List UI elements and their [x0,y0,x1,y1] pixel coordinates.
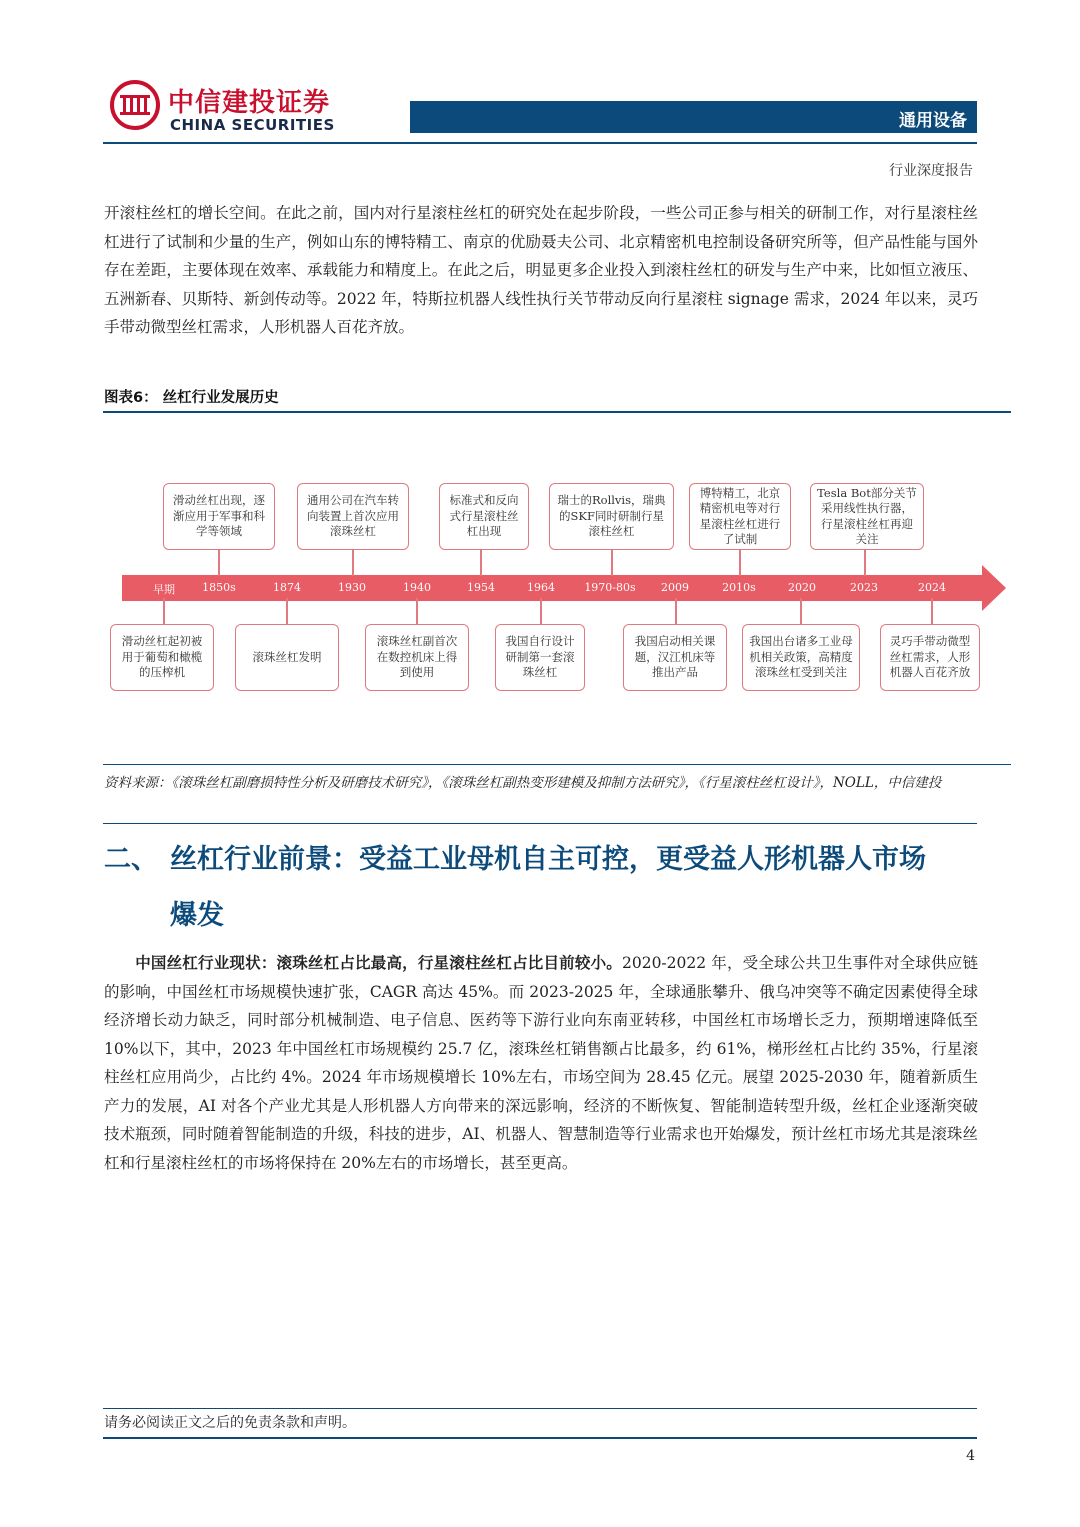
timeline-event-top: 滑动丝杠出现，逐渐应用于军事和科学等领域 [163,483,275,550]
timeline-event-top: Tesla Bot部分关节采用线性执行器，行星滚柱丝杠再迎关注 [810,483,924,550]
timeline-label: 2009 [661,581,689,594]
tick-bottom [800,598,802,624]
timeline-label: 早期 [153,583,175,596]
timeline-event-bottom: 我国出台诸多工业母机相关政策，高精度滚珠丝杠受到关注 [742,624,860,691]
timeline-label: 1930 [338,581,366,594]
section-heading [104,832,984,944]
timeline-label: 1940 [403,581,431,594]
tick-top [352,550,354,576]
body-paragraph-1: 开滚柱丝杠的增长空间。在此之前，国内对行星滚柱丝杠的研究处在起步阶段，一些公司正参与相关的研制工作，对行星滚柱丝杠进行了试制和少量的生产，例如山东的博特精工、南京的优励聂夫公司、北京精密机电控制设备研究所等，但产品性能与国外存在差距，主要体现在效率、承载能力和精度上。在此之后，明显更多企业投入到滚柱丝杠的研发与生产中来，比如恒立液压、五洲新春、贝斯特、新剑传动等。2022 年，特斯拉机器人线性执行关节带动反向行星滚柱 signage 需求，2024 年以来，灵巧手带动微型丝杠需求，人形机器人百花齐放。 [104,204,978,336]
company-logo-icon [110,80,160,130]
timeline-label: 2024 [918,581,946,594]
sector-label: 通用设备 [899,111,967,131]
timeline-label: 2023 [850,581,878,594]
brand-name-en: CHINA SECURITIES [170,116,335,134]
paragraph-body: 2020-2022 年，受全球公共卫生事件对全球供应链的影响，中国丝杠市场规模快速扩张，CAGR 高达 45%。而 2023-2025 年，全球通胀攀升、俄乌冲突等不确定因素使得全球经济增长动力缺乏，同时部分机械制造、电子信息、医药等下游行业向东南亚转移，中国丝杠市场增长乏力，预期增速降低至 10%以下，其中，2023 年中国丝杠市场规模约 25.7 亿，滚珠丝杠销售额占比最多，约 61%，梯形丝杠占比约 35%，行星滚柱丝杠应用尚少，占比约 4%。2024 年市场规模增长 10%左右，市场空间为 28.45 亿元。展望 2025-2030 年，随着新质生产力的发展，AI 对各个产业尤其是人形机器人方向带来的深远影响，经济的不断恢复、智能制造转型升级，丝杠企业逐渐突破技术瓶颈，同时随着智能制造的升级，科技的进步，AI、机器人、智慧制造等行业需求也开始爆发，预计丝杠市场尤其是滚珠丝杠和行星滚柱丝杠的市场将保持在 20%左右的市场增长，甚至更高。 [104,954,978,1172]
tick-bottom [416,598,418,624]
footer-rule-top [103,1408,977,1409]
timeline-event-bottom: 滚珠丝杠发明 [235,624,339,691]
header-divider [103,142,977,144]
tick-top [611,550,613,576]
report-type: 行业深度报告 [889,163,973,179]
tick-bottom [163,598,165,624]
tick-bottom [931,598,933,624]
body-paragraph-2 [104,949,978,1177]
figure-title: 图表6： 丝杠行业发展历史 [104,390,279,406]
timeline-event-top: 博特精工，北京精密机电等对行星滚柱丝杠进行了试制 [689,483,791,550]
section-number: 二、 [104,844,158,875]
tick-bottom [540,598,542,624]
timeline-event-bottom: 我国自行设计研制第一套滚珠丝杠 [495,624,585,691]
tick-bottom [675,598,677,624]
figure-source: 资料来源：《滚珠丝杠副磨损特性分析及研磨技术研究》，《滚珠丝杠副热变形建模及抑制方法研究》，《行星滚柱丝杠设计》，NOLL，中信建投 [104,775,942,791]
timeline-event-bottom: 我国启动相关课题，汉江机床等推出产品 [623,624,727,691]
sector-banner [410,101,977,133]
brand-name-cn: 中信建投证券 [168,88,331,118]
timeline-label: 1874 [273,581,301,594]
timeline-label: 1964 [527,581,555,594]
footer-disclaimer: 请务必阅读正文之后的免责条款和声明。 [104,1415,356,1431]
figure-bottom-rule [103,764,1011,765]
section-title-line1: 丝杠行业前景：受益工业母机自主可控，更受益人形机器人市场 [170,844,926,875]
timeline-event-top: 瑞士的Rollvis，瑞典的SKF同时研制行星滚柱丝杠 [549,483,674,550]
timeline-event-bottom: 灵巧手带动微型丝杠需求，人形机器人百花齐放 [880,624,980,691]
timeline-label: 1954 [467,581,495,594]
timeline-event-bottom: 滚珠丝杠副首次在数控机床上得到使用 [365,624,469,691]
timeline-label: 1970-80s [584,581,636,594]
tick-top [218,550,220,576]
paragraph-lead: 中国丝杠行业现状：滚珠丝杠占比最高，行星滚柱丝杠占比目前较小。 [135,954,622,972]
tick-top [480,550,482,576]
page-number: 4 [966,1448,975,1464]
timeline-event-top: 标准式和反向式行星滚柱丝杠出现 [439,483,529,550]
timeline-event-top: 通用公司在汽车转向装置上首次应用滚珠丝杠 [297,483,409,550]
tick-top [739,550,741,576]
timeline-event-bottom: 滑动丝杠起初被用于葡萄和橄榄的压榨机 [110,624,214,691]
timeline-label: 2010s [722,581,756,594]
tick-bottom [286,598,288,624]
section-rule [103,823,977,824]
section-title-line2: 爆发 [170,900,224,931]
figure-top-rule [103,411,1011,413]
footer-rule-bottom [103,1437,977,1439]
tick-top [864,550,866,576]
timeline-label: 2020 [788,581,816,594]
timeline-label: 1850s [202,581,236,594]
